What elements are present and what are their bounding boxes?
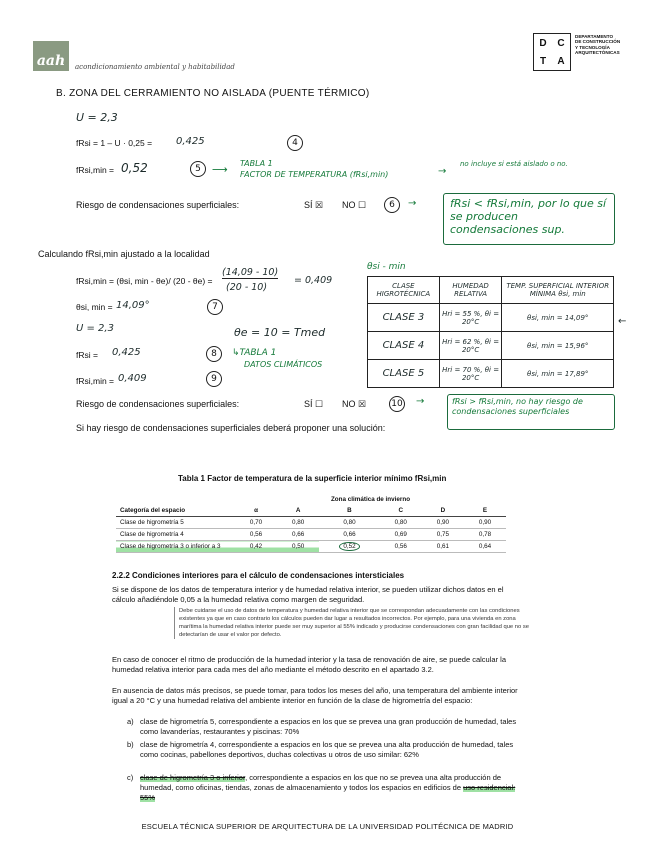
step-number-9: 9 bbox=[206, 371, 222, 387]
table-row bbox=[368, 360, 614, 388]
formula-denominator: (20 - 10) bbox=[226, 282, 268, 293]
column-header: Categoría del espacio bbox=[116, 505, 235, 517]
dept-line: Y TECNOLOGÍA bbox=[575, 44, 610, 50]
table-cell: 0,69 bbox=[380, 529, 422, 541]
formula-numerator: (14,09 - 10) bbox=[222, 267, 279, 278]
option-si-1[interactable] bbox=[304, 200, 323, 211]
dcta-logo bbox=[533, 33, 571, 71]
list-item: clase de higrometría 4, correspondiente a espacios en los que se prevea una alta producción de humedad, tales como cocinas, pabellones deportivos, duchas colectivas u otros de uso similar: 62% bbox=[140, 740, 514, 759]
table-header: CLASE HIGROTÉCNICA bbox=[368, 277, 440, 304]
table-cell: 0,66 bbox=[319, 529, 380, 541]
frsi-label-2: fRsi = bbox=[76, 350, 98, 360]
frsimin-label-2: fRsi,min = bbox=[76, 376, 115, 386]
column-header: D bbox=[422, 505, 464, 517]
frsi-value-2: 0,425 bbox=[112, 347, 141, 358]
paragraph: Si se dispone de los datos de temperatura interior y de humedad relativa interior, se pueden utilizar dichos datos en el cálculo añadiéndole 0,05 a la humedad relativa como margen de seguridad. bbox=[112, 585, 504, 604]
table1-title: Tabla 1 Factor de temperatura de la superficie interior mínimo fRsi,min bbox=[178, 474, 447, 483]
checkbox-checked-icon[interactable]: ☒ bbox=[358, 399, 367, 409]
si-label: SÍ bbox=[304, 399, 313, 409]
subsection-heading: 2.2.2 Condiciones interiores para el cálculo de condensaciones intersticiales bbox=[112, 571, 405, 580]
tabla-note-text: TABLA 1 bbox=[239, 348, 277, 358]
risk-label-1: Riesgo de condensaciones superficiales: bbox=[76, 200, 240, 210]
table-cell: 0,56 bbox=[235, 529, 277, 541]
dept-line: DE CONSTRUCCIÓN bbox=[575, 39, 621, 45]
column-header: B bbox=[319, 505, 380, 517]
dept-line: DEPARTAMENTO bbox=[575, 34, 614, 39]
left-arrow-icon: ← bbox=[618, 316, 627, 327]
list-item: clase de higrometría 5, correspondiente a espacios en los que se prevea una gran producción de humedad, tales como lavanderías, restaurantes y piscinas: 70% bbox=[140, 717, 517, 736]
arrow-icon: → bbox=[438, 166, 447, 177]
table-row bbox=[116, 494, 506, 505]
risk-label-2: Riesgo de condensaciones superficiales: bbox=[76, 399, 240, 409]
si-label: SÍ bbox=[304, 200, 313, 210]
table-cell: 0,80 bbox=[380, 517, 422, 529]
table-row bbox=[116, 505, 506, 517]
datos-note: DATOS CLIMÁTICOS bbox=[244, 360, 323, 369]
table-header: HUMEDAD RELATIVA bbox=[439, 277, 502, 304]
option-no-2[interactable] bbox=[342, 399, 366, 410]
table-cell: 0,80 bbox=[319, 517, 380, 529]
step-number-6: 6 bbox=[384, 197, 400, 213]
table-cell: 0,90 bbox=[422, 517, 464, 529]
solution-label: Si hay riesgo de condensaciones superficiales deberá proponer una solución: bbox=[76, 423, 386, 433]
frsimin-formula: fRsi,min = (θsi, min - θe)/ (20 - θe) = bbox=[76, 276, 213, 286]
table1 bbox=[116, 494, 506, 553]
frsimin-value: 0,52 bbox=[121, 161, 148, 175]
table-cell: 0,66 bbox=[277, 529, 319, 541]
dcta-letter: A bbox=[557, 55, 565, 67]
paragraph: En ausencia de datos más precisos, se puede tomar, para todos los meses del año, una temperatura del ambiente interior igual a 20 °C y una humedad relativa del ambiente interior en función de la clase de higrometría del espacio: bbox=[112, 686, 518, 705]
table-cell: 0,64 bbox=[464, 541, 506, 553]
table-header: TEMP. SUPERFICIAL INTERIOR MÍNIMA θsi, min bbox=[502, 277, 614, 304]
table-cell: θsi, min = 14,09° bbox=[502, 304, 614, 332]
list-item-text: , correspondiente a espacios en los que no se prevea una alta producción de humedad, como oficinas, tiendas, zonas de almacenamiento y todos los espacios en edificios de bbox=[140, 773, 502, 792]
table-cell: Hri = 62 %, θi = 20°C bbox=[439, 332, 502, 360]
checkbox-empty-icon[interactable]: ☐ bbox=[315, 399, 324, 409]
dept-line: ARQUITECTÓNICAS bbox=[575, 50, 620, 56]
arrow-icon: ⟶ bbox=[212, 163, 228, 176]
table-cell: 0,75 bbox=[422, 529, 464, 541]
table-cell: 0,90 bbox=[464, 517, 506, 529]
table-cell: 0,61 bbox=[422, 541, 464, 553]
note-paragraph: Debe cuidarse el uso de datos de temperatura y humedad relativa interior que se correspondan adecuadamente con las condiciones existentes ya que en caso contrario los cálculos pueden dar lugar a resultados incorrectos. Por ejemplo, para una vivienda en zona marítima la humedad relativa interior puede ser muy superior al 55% indicado y producirse condensaciones con gran facilidad que no se detectarían de usar el valor por defecto. bbox=[174, 607, 531, 639]
option-no-1[interactable] bbox=[342, 200, 366, 211]
u-value-2: U = 2,3 bbox=[76, 323, 114, 334]
table-cell: θsi, min = 15,96° bbox=[502, 332, 614, 360]
tabla-note-2: ↳TABLA 1 bbox=[232, 348, 277, 358]
theta-e-note: θe = 10 = Tmed bbox=[234, 326, 326, 339]
list-marker: c) bbox=[127, 773, 134, 782]
arrow-icon: → bbox=[416, 396, 425, 407]
table-cell-circled bbox=[319, 541, 380, 553]
step-number-10: 10 bbox=[389, 396, 405, 412]
table-cell: 0,80 bbox=[277, 517, 319, 529]
table-cell: 0,70 bbox=[235, 517, 277, 529]
highlight: clase de higrometría 3 o inferior bbox=[140, 773, 246, 782]
table-cell: CLASE 4 bbox=[368, 332, 440, 360]
table-cell: 0,50 bbox=[277, 541, 319, 553]
logo-tagline: acondicionamiento ambiental y habitabilidad bbox=[75, 63, 235, 71]
list-marker: a) bbox=[127, 717, 134, 726]
table-cell: 0,78 bbox=[464, 529, 506, 541]
dcta-letter: T bbox=[539, 55, 547, 67]
aah-logo: aah bbox=[33, 41, 69, 71]
step-number-4: 4 bbox=[287, 135, 303, 151]
frsi-formula: fRsi = 1 – U · 0,25 = bbox=[76, 138, 153, 148]
table-row bbox=[116, 541, 506, 553]
table-cell: 0,42 bbox=[235, 541, 277, 553]
aislado-note: no incluye si está aislado o no. bbox=[460, 160, 568, 168]
tabla-note: TABLA 1 bbox=[240, 159, 273, 168]
step-number-7: 7 bbox=[207, 299, 223, 315]
table-cell bbox=[116, 494, 235, 505]
arrow-icon: → bbox=[408, 198, 417, 209]
table-cell: θsi, min = 17,89° bbox=[502, 360, 614, 388]
column-header: α bbox=[235, 505, 277, 517]
u-value: U = 2,3 bbox=[76, 111, 118, 124]
column-header: A bbox=[277, 505, 319, 517]
theta-label: θsi, min = bbox=[76, 302, 113, 312]
table-row bbox=[368, 277, 614, 304]
hyg-caption: θsi - min bbox=[367, 262, 406, 272]
frsi-value: 0,425 bbox=[176, 136, 205, 147]
table-cell: 0,56 bbox=[380, 541, 422, 553]
table-cell: CLASE 3 bbox=[368, 304, 440, 332]
checkbox-checked-icon[interactable]: ☒ bbox=[315, 200, 324, 210]
frsimin-value-2: 0,409 bbox=[118, 373, 147, 384]
table-row bbox=[116, 517, 506, 529]
column-header: C bbox=[380, 505, 422, 517]
section-title: B. ZONA DEL CERRAMIENTO NO AISLADA (PUENTE TÉRMICO) bbox=[56, 88, 370, 99]
theta-value: 14,09° bbox=[116, 300, 150, 311]
checkbox-empty-icon[interactable]: ☐ bbox=[358, 200, 367, 210]
footer: ESCUELA TÉCNICA SUPERIOR DE ARQUITECTURA DE LA UNIVERSIDAD POLITÉCNICA DE MADRID bbox=[141, 822, 514, 831]
circled-value: 0,52 bbox=[339, 542, 359, 551]
formula-result: = 0,409 bbox=[294, 275, 333, 286]
table-cell: Clase de higrometría 5 bbox=[116, 517, 235, 529]
step-number-5: 5 bbox=[190, 161, 206, 177]
table-cell: CLASE 5 bbox=[368, 360, 440, 388]
highlight: uso residencial: 55% bbox=[140, 783, 516, 802]
table-cell: Hri = 55 %, θi = 20°C bbox=[439, 304, 502, 332]
calc-title: Calculando fRsi,min ajustado a la localidad bbox=[38, 249, 210, 259]
no-label: NO bbox=[342, 399, 356, 409]
table-cell: Clase de higrometría 3 o inferior a 3 bbox=[116, 541, 235, 553]
option-si-2[interactable] bbox=[304, 399, 323, 410]
hygrometry-table bbox=[367, 276, 614, 388]
table-cell: Hri = 70 %, θi = 20°C bbox=[439, 360, 502, 388]
table-row bbox=[116, 529, 506, 541]
step-number-8: 8 bbox=[206, 346, 222, 362]
factor-note: FACTOR DE TEMPERATURA (fRsi,min) bbox=[240, 170, 389, 179]
paragraph: En caso de conocer el ritmo de producción de la humedad interior y la tasa de renovación de aire, se puede calcular la humedad relativa interior para cada mes del año mediante el método descrito en el apartado 3.2. bbox=[112, 655, 506, 674]
table-row bbox=[368, 304, 614, 332]
zone-header: Zona climática de invierno bbox=[330, 496, 411, 503]
no-risk-note-box: fRsi > fRsi,min, no hay riesgo de condensaciones superficiales bbox=[447, 394, 615, 430]
dcta-letter: C bbox=[557, 37, 565, 49]
column-header: E bbox=[464, 505, 506, 517]
no-label: NO bbox=[342, 200, 356, 210]
department-name bbox=[575, 34, 635, 56]
frsimin-label: fRsi,min = bbox=[76, 165, 115, 175]
table-row bbox=[368, 332, 614, 360]
list-item bbox=[140, 773, 527, 803]
dcta-letter: D bbox=[539, 37, 547, 49]
condensation-note-box: fRsi < fRsi,min, por lo que sí se producen condensaciones sup. bbox=[443, 193, 615, 245]
table-cell: Clase de higrometría 4 bbox=[116, 529, 235, 541]
list-marker: b) bbox=[127, 740, 134, 749]
